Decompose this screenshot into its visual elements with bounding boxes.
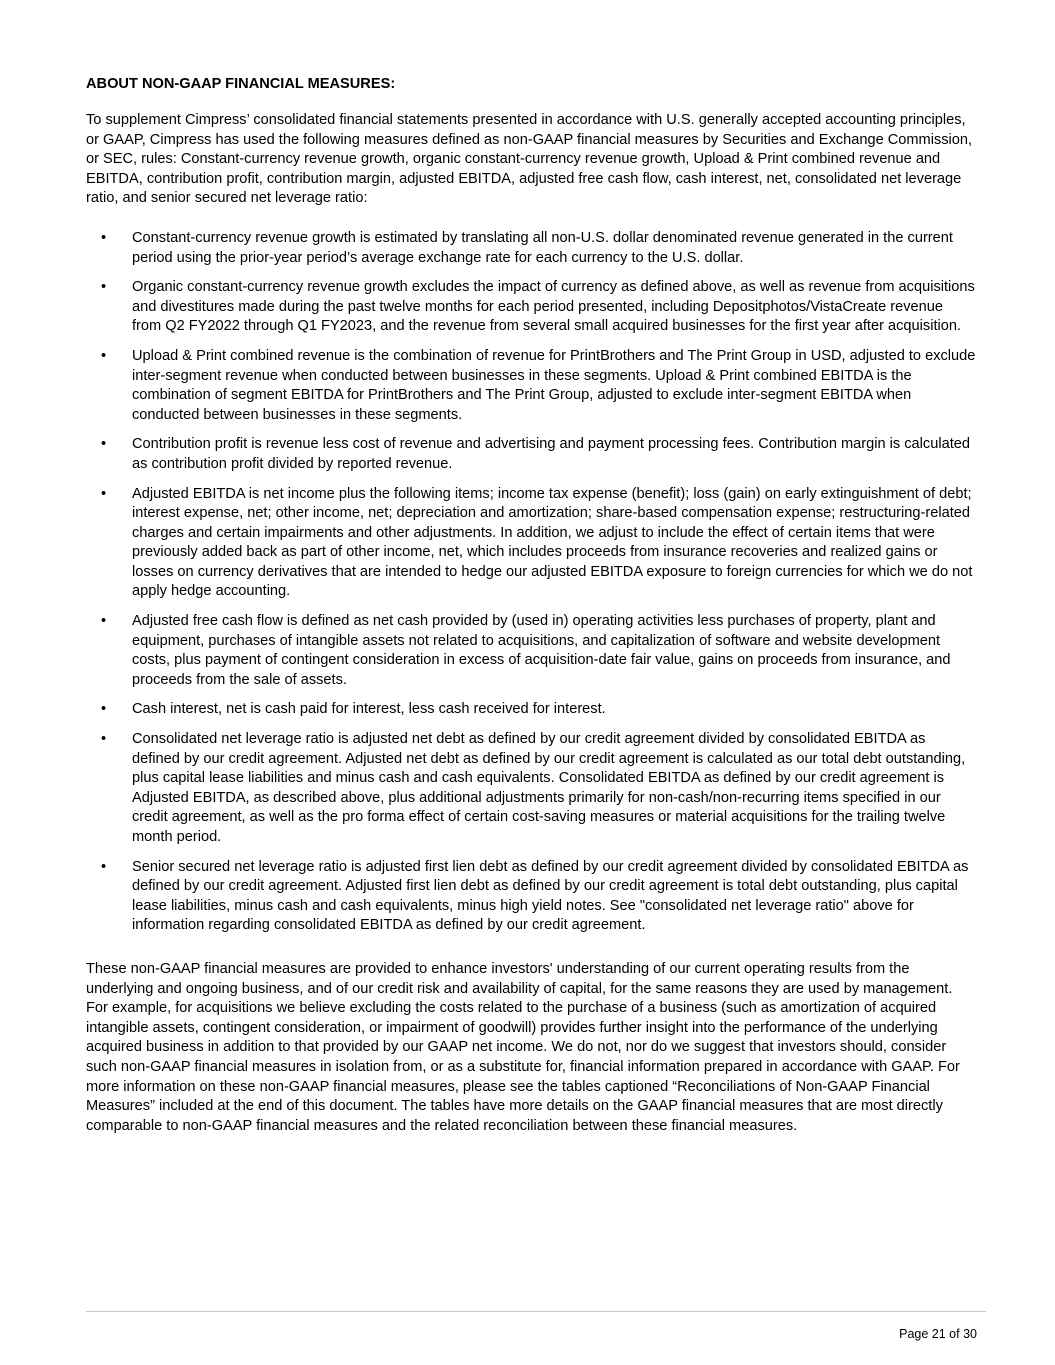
list-item-text: Cash interest, net is cash paid for interest, less cash received for interest. [132,701,606,718]
list-item-text: Consolidated net leverage ratio is adjusted net debt as defined by our credit agreement divided by consolidated EBITDA as defined by our credit agreement. Adjusted net debt as defined by our credit agreement is calculated as our total debt outstanding, plus capital lease liabilities and minus cash and cash equivalents. Consolidated EBITDA as defined by our credit agreement is Adjusted EBITDA, as described above, plus additional adjustments primarily for non-cash/non-recurring items specified in our credit agreement, as well as the pro forma effect of certain cost-saving measures or material acquisitions for the trailing twelve month period. [132,731,966,845]
bullet-icon: • [101,858,107,875]
document-body [86,75,976,1136]
list-item [86,858,976,936]
intro-paragraph: To supplement Cimpress’ consolidated financial statements presented in accordance with U.S. generally accepted accounting principles, or GAAP, Cimpress has used the following measures defined as non-GAAP financial measures by Securities and Exchange Commission, or SEC, rules: Constant-currency revenue growth, organic constant-currency revenue growth, Upload & Print combined revenue and EBITDA, contribution profit, contribution margin, adjusted EBITDA, adjusted free cash flow, cash interest, net, consolidated net leverage ratio, and senior secured net leverage ratio: [86,112,973,207]
list-item [86,700,976,720]
list-item [86,435,976,474]
list-item [86,229,976,268]
list-item [86,278,976,337]
list-item [86,485,976,603]
bullet-icon: • [101,701,107,718]
bullet-icon: • [101,485,107,502]
list-item-text: Upload & Print combined revenue is the combination of revenue for PrintBrothers and The Print Group in USD, adjusted to exclude inter-segment revenue when conducted between businesses in these segments. Upload & Print combined EBITDA is the combination of segment EBITDA for PrintBrothers and The Print Group, adjusted to exclude inter-segment EBITDA when conducted between businesses in these segments. [132,347,976,423]
list-item-text: Organic constant-currency revenue growth excludes the impact of currency as defined above, as well as revenue from acquisitions and divestitures made during the past twelve months for each period presented, including Depositphotos/VistaCreate revenue from Q2 FY2022 through Q1 FY2023, and the revenue from several small acquired businesses for the first year after acquisition. [132,279,975,335]
list-item [86,347,976,425]
bullet-icon: • [101,613,107,630]
bullet-icon: • [101,436,107,453]
bullet-icon: • [101,229,107,246]
bullet-icon: • [101,279,107,296]
list-item [86,612,976,690]
footer-divider [86,1311,986,1312]
list-item-text: Contribution profit is revenue less cost of revenue and advertising and payment processing fees. Contribution margin is calculated as contribution profit divided by reported revenue. [132,436,970,472]
bullet-icon: • [101,347,107,364]
list-item-text: Adjusted EBITDA is net income plus the following items; income tax expense (benefit); loss (gain) on early extinguishment of debt; interest expense, net; other income, net; depreciation and amortization; share-based compensation expense; restructuring-related charges and certain impairments and other adjustments. In addition, we adjust to include the effect of certain items that were previously added back as part of other income, net, which includes proceeds from insurance recoveries and realized gains or losses on currency derivatives that are intended to hedge our adjusted EBITDA exposure to foreign currencies for which we do not apply hedge accounting. [132,485,973,600]
page-number: Page 21 of 30 [899,1327,977,1341]
bullet-icon: • [101,731,107,748]
list-item-text: Constant-currency revenue growth is estimated by translating all non-U.S. dollar denominated revenue generated in the current period using the prior-year period’s average exchange rate for each currency to the U.S. dollar. [132,229,953,266]
closing-paragraph: These non-GAAP financial measures are provided to enhance investors' understanding of our current operating results from the underlying and ongoing business, and of our credit risk and availability of capital, for the same reasons they are used by management. For example, for acquisitions we believe excluding the costs related to the purchase of a business (such as amortization of acquired intangible assets, contingent consideration, or impairment of goodwill) provides further insight into the performance of the underlying acquired business in addition to that provided by our GAAP net income. We do not, nor do we suggest that investors should, consider such non-GAAP financial measures in isolation from, or as a substitute for, financial information prepared in accordance with GAAP. For more information on these non-GAAP financial measures, please see the tables captioned “Reconciliations of Non-GAAP Financial Measures” included at the end of this document. The tables have more details on the GAAP financial measures that are most directly comparable to non-GAAP financial measures and the related reconciliation between these financial measures. [86,960,960,1134]
section-heading: ABOUT NON-GAAP FINANCIAL MEASURES: [86,76,396,92]
list-item-text: Senior secured net leverage ratio is adjusted first lien debt as defined by our credit agreement divided by consolidated EBITDA as defined by our credit agreement. Adjusted first lien debt as defined by our credit agreement is total debt outstanding, plus capital lease liabilities, minus cash and cash equivalents, minus high yield notes. See "consolidated net leverage ratio" above for information regarding consolidated EBITDA as defined by our credit agreement. [132,858,969,934]
list-item-text: Adjusted free cash flow is defined as net cash provided by (used in) operating activities less purchases of property, plant and equipment, purchases of intangible assets not related to acquisitions, and capitalization of software and website development costs, plus payment of contingent consideration in excess of acquisition-date fair value, gains on proceeds from insurance, and proceeds from the sale of assets. [132,613,951,688]
definition-list [86,229,976,936]
list-item [86,730,976,848]
